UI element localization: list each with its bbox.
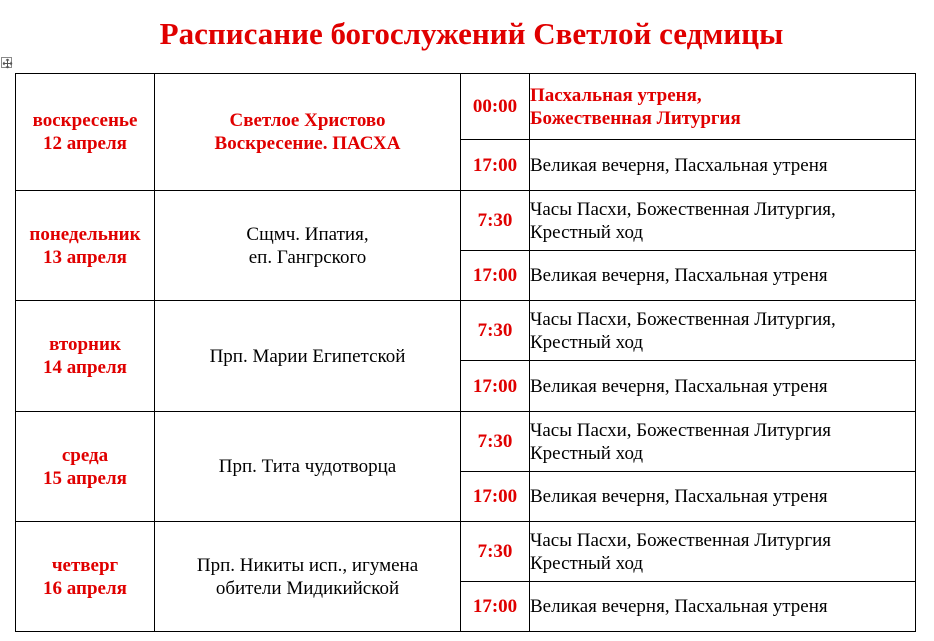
service-time: 17:00: [461, 361, 530, 412]
feast-line: обители Мидикийской: [215, 577, 400, 599]
service-line: Великая вечерня, Пасхальная утреня: [530, 154, 828, 176]
service-line: Крестный ход: [530, 442, 644, 464]
service-line: Великая вечерня, Пасхальная утреня: [530, 486, 828, 507]
feast-line: еп. Гангрского: [248, 246, 367, 268]
service-line: Часы Пасхи, Божественная Литургия,: [530, 198, 836, 220]
service-time: 17:00: [461, 140, 530, 191]
date-label: 12 апреля: [43, 133, 127, 154]
table-move-handle-icon[interactable]: [1, 57, 12, 68]
service-line: Часы Пасхи, Божественная Литургия: [530, 529, 832, 551]
feast-cell: [155, 412, 461, 522]
feast-line: Прп. Тита чудотворца: [218, 456, 397, 477]
date-label: 16 апреля: [43, 577, 127, 599]
service-time: 17:00: [461, 251, 530, 301]
date-label: 13 апреля: [43, 246, 127, 268]
feast-line: Светлое Христово: [229, 110, 386, 131]
service-cell: [530, 522, 916, 582]
day-cell: [16, 522, 155, 632]
service-line: Крестный ход: [530, 552, 644, 574]
day-cell: [16, 191, 155, 301]
service-time: 17:00: [461, 582, 530, 632]
service-cell: [530, 582, 916, 632]
page-title: Расписание богослужений Светлой седмицы: [159, 16, 784, 51]
service-cell: [530, 301, 916, 361]
weekday-label: понедельник: [29, 223, 141, 245]
schedule-table: [15, 73, 916, 632]
day-cell: [16, 74, 155, 191]
weekday-label: среда: [61, 444, 109, 466]
table-row: [16, 522, 916, 582]
service-time: 7:30: [461, 412, 530, 472]
service-cell: [530, 74, 916, 140]
service-line: Пасхальная утреня,: [530, 84, 702, 106]
service-time: 00:00: [461, 74, 530, 140]
table-row: [16, 191, 916, 251]
service-cell: [530, 412, 916, 472]
feast-line: Прп. Никиты исп., игумена: [196, 554, 419, 576]
weekday-label: вторник: [49, 334, 121, 355]
service-line: Великая вечерня, Пасхальная утреня: [530, 375, 828, 397]
service-time: 7:30: [461, 522, 530, 582]
day-cell: [16, 301, 155, 412]
feast-cell: [155, 74, 461, 191]
feast-line: Прп. Марии Египетской: [209, 345, 406, 367]
table-row: [16, 301, 916, 361]
service-line: Крестный ход: [530, 221, 644, 243]
feast-line: Сщмч. Ипатия,: [246, 223, 369, 245]
table-row: [16, 412, 916, 472]
service-time: 7:30: [461, 301, 530, 361]
service-line: Крестный ход: [530, 331, 644, 353]
service-cell: [530, 472, 916, 522]
service-cell: [530, 140, 916, 191]
service-line: Великая вечерня, Пасхальная утреня: [530, 265, 828, 286]
service-time: 17:00: [461, 472, 530, 522]
feast-cell: [155, 522, 461, 632]
service-time: 7:30: [461, 191, 530, 251]
service-cell: [530, 251, 916, 301]
table-row: [16, 74, 916, 140]
service-line: Божественная Литургия: [530, 107, 741, 129]
service-line: Часы Пасхи, Божественная Литургия,: [530, 308, 836, 330]
service-line: Часы Пасхи, Божественная Литургия: [530, 419, 832, 441]
weekday-label: четверг: [51, 554, 119, 576]
day-cell: [16, 412, 155, 522]
date-label: 15 апреля: [43, 467, 127, 489]
service-cell: [530, 361, 916, 412]
service-line: Великая вечерня, Пасхальная утреня: [530, 596, 828, 617]
date-label: 14 апреля: [43, 357, 127, 378]
feast-line: Воскресение. ПАСХА: [214, 133, 401, 154]
service-cell: [530, 191, 916, 251]
feast-cell: [155, 191, 461, 301]
feast-cell: [155, 301, 461, 412]
weekday-label: воскресенье: [32, 110, 138, 131]
